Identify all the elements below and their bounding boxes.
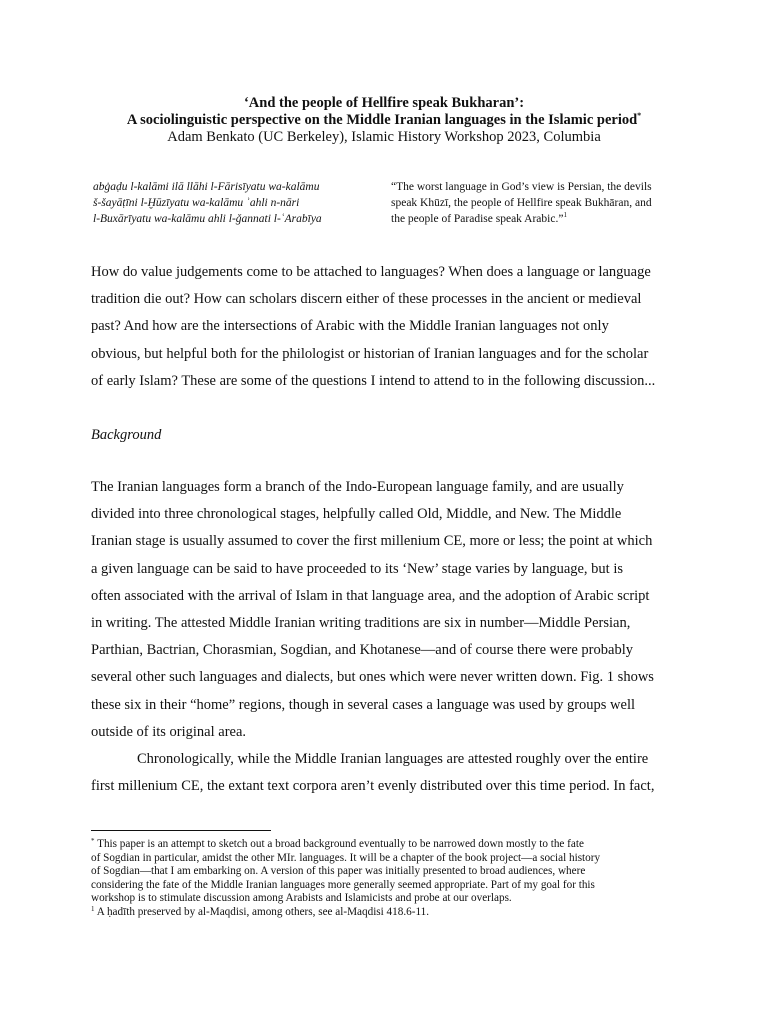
footnote-1-mark: 1 [91,904,95,913]
title-text-2: A sociolinguistic perspective on the Middle Iranian languages in the Islamic period [126,112,638,128]
title-footnote-mark: * [637,111,642,120]
section-heading: Background [91,427,162,443]
paragraph-line: a given language can be said to have proceeded to its ‘New’ stage varies by language, but is [91,560,624,577]
epigraph-translation [391,179,691,227]
title-text-1: ‘And the people of Hellfire speak Bukharan’: [243,95,525,111]
footnote-text: This paper is an attempt to sketch out a broad background eventually to be narrowed down mostly to the fate [97,838,584,850]
epigraph-transliteration-line: l-Buxārīyatu wa-kalāmu ahli l-ǧannati l-ʿArabīya [93,213,322,225]
footnote-star-mark: * [91,837,95,845]
title-line-2 [60,112,708,129]
paragraph-line: divided into three chronological stages, helpfully called Old, Middle, and New. The Middle [91,506,622,523]
epigraph-transliteration-line: š-šayāṭīni l-Ḫūzīyatu wa-kalāmu ʾahli n-nāri [93,197,300,209]
paragraph-line: outside of its original area. [91,723,247,740]
epigraph-translation-text: the people of Paradise speak Arabic.” [391,213,564,225]
footnote-ref-1: 1 [563,211,567,219]
footnote-line: considering the fate of the Middle Iranian languages more generally seemed appropriate. Part of my goal for this [91,878,595,891]
epigraph-translation-line: “The worst language in God’s view is Persian, the devils [391,181,652,193]
paragraph-line: Chronologically, while the Middle Iranian languages are attested roughly over the entire [137,750,649,767]
paragraph-line: Parthian, Bactrian, Chorasmian, Sogdian, and Khotanese—and of course there were probably [91,642,633,659]
epigraph-translation-line: speak Khūzī, the people of Hellfire speak Bukhāran, and [391,197,652,209]
paragraph-line: The Iranian languages form a branch of the Indo-European language family, and are usually [91,479,624,495]
paragraph-line: first millenium CE, the extant text corpora aren’t evenly distributed over this time period. In fact, [91,778,655,795]
footnotes [91,838,691,919]
author-line: Adam Benkato (UC Berkeley), Islamic History Workshop 2023, Columbia [167,129,601,145]
paragraph-line: obvious, but helpful both for the philologist or historian of Iranian languages and for the scholar [91,345,649,362]
epigraph-transliteration-line: abġaḍu l-kalāmi ilā llāhi l-Fārisīyatu wa-kalāmu [93,181,320,193]
paragraph-line: of early Islam? These are some of the questions I intend to attend to in the following discussion... [91,372,656,389]
footnote-line: workshop is to stimulate discussion among Arabists and Islamicists and probe at our overlaps. [91,892,512,904]
paragraph-line: several other such languages and dialects, but ones which were never written down. Fig. 1 shows [91,669,654,686]
paragraph-line: often associated with the arrival of Islam in that language area, and the adoption of Arabic script [91,587,650,604]
footnote-divider [91,830,271,831]
paragraph-line: Iranian stage is usually assumed to cover the first millenium CE, more or less; the point at which [91,533,653,550]
title-block [60,95,708,146]
paragraph-line: in writing. The attested Middle Iranian writing traditions are six in number—Middle Persian, [91,614,631,631]
intro-paragraph [91,259,681,395]
footnote-1-text: A ḥadīth preserved by al-Maqdisi, among others, see al-Maqdisi 418.6-11. [96,905,430,918]
footnote-line: of Sogdian in particular, amidst the other MIr. languages. It will be a chapter of the book project—a social history [91,851,601,864]
footnote-line: of Sogdian—that I am embarking on. A version of this paper was initially presented to broad audiences, where [91,865,586,877]
paragraph-line: How do value judgements come to be attached to languages? When does a language or language [91,264,651,280]
footnote-line [91,838,691,852]
epigraph-transliteration [93,179,383,227]
footnote-line [91,906,691,920]
title-line-1 [60,95,708,112]
epigraph-translation-line [391,211,691,227]
background-paragraph-1 [91,474,681,800]
paragraph-line: tradition die out? How can scholars discern either of these processes in the ancient or medieval [91,291,642,308]
paragraph-line: these six in their “home” regions, though in several cases a language was used by groups well [91,696,636,713]
paragraph-line: past? And how are the intersections of Arabic with the Middle Iranian languages not only [91,318,609,335]
